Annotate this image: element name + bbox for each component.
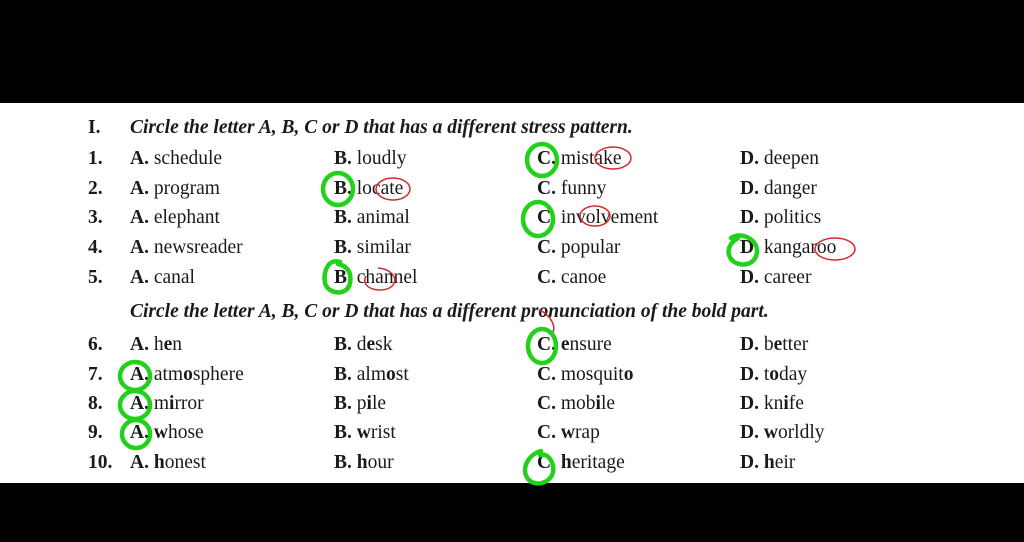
option-d[interactable]: [740, 334, 808, 356]
option-letter: A.: [130, 364, 149, 385]
word-pre: kn: [763, 393, 784, 414]
word-bold-part: w: [763, 422, 778, 443]
option-word: career: [763, 267, 812, 288]
option-d[interactable]: [740, 364, 807, 386]
section-header: [88, 116, 633, 140]
option-letter: A.: [130, 148, 149, 169]
option-c[interactable]: [537, 267, 606, 289]
option-b[interactable]: [334, 207, 410, 229]
option-word: funny: [560, 178, 607, 199]
question-row: [88, 148, 988, 172]
option-letter: D.: [740, 364, 759, 385]
option-word: deepen: [763, 148, 820, 169]
question-number: 8.: [88, 393, 103, 414]
option-a[interactable]: [130, 422, 204, 444]
option-word: canoe: [560, 267, 607, 288]
question-number: 7.: [88, 364, 103, 385]
option-letter: B.: [334, 422, 352, 443]
word-bold-part: i: [169, 393, 175, 414]
word-post: orldly: [777, 422, 825, 443]
option-letter: A.: [130, 393, 149, 414]
question-number: 4.: [88, 237, 103, 258]
question-row: [88, 452, 988, 476]
word-pre: mosquit: [560, 364, 624, 385]
option-letter: C.: [537, 393, 556, 414]
option-word: popular: [560, 237, 621, 258]
option-b[interactable]: [334, 422, 396, 444]
word-post: st: [395, 364, 409, 385]
option-letter: A.: [130, 452, 149, 473]
option-word: schedule: [153, 148, 223, 169]
word-bold-part: o: [386, 364, 396, 385]
option-letter: C.: [537, 334, 556, 355]
option-b[interactable]: [334, 334, 393, 356]
option-a[interactable]: [130, 452, 206, 474]
word-bold-part: o: [623, 364, 634, 385]
word-bold-part: w: [356, 422, 371, 443]
option-d[interactable]: [740, 452, 795, 474]
option-c[interactable]: [537, 393, 615, 415]
option-c[interactable]: [537, 237, 620, 259]
option-a[interactable]: [130, 237, 243, 259]
word-pre: b: [763, 334, 774, 355]
word-post: eritage: [571, 452, 625, 473]
word-post: n: [172, 334, 182, 355]
option-c[interactable]: [537, 452, 625, 474]
question-number: 9.: [88, 422, 103, 443]
question-row: [88, 237, 988, 261]
word-pre: atm: [153, 364, 184, 385]
word-bold-part: e: [366, 334, 376, 355]
option-b[interactable]: [334, 267, 417, 289]
word-post: our: [367, 452, 394, 473]
word-post: sk: [375, 334, 393, 355]
option-word: similar: [356, 237, 411, 258]
word-post: le: [371, 393, 387, 414]
word-bold-part: i: [783, 393, 789, 414]
word-bold-part: o: [183, 364, 193, 385]
option-letter: D.: [740, 148, 759, 169]
option-word: danger: [763, 178, 817, 199]
option-b[interactable]: [334, 237, 411, 259]
word-post: rror: [174, 393, 204, 414]
option-c[interactable]: [537, 148, 622, 170]
option-c[interactable]: [537, 178, 606, 200]
option-d[interactable]: [740, 422, 825, 444]
option-word: loudly: [356, 148, 407, 169]
option-d[interactable]: [740, 148, 819, 170]
option-letter: B.: [334, 207, 352, 228]
word-post: le: [600, 393, 616, 414]
option-word: politics: [763, 207, 822, 228]
option-letter: A.: [130, 334, 149, 355]
word-post: fe: [788, 393, 804, 414]
option-b[interactable]: [334, 178, 403, 200]
option-word: channel: [356, 267, 418, 288]
word-post: onest: [164, 452, 206, 473]
option-a[interactable]: [130, 334, 182, 356]
option-letter: B.: [334, 148, 352, 169]
option-letter: C.: [537, 452, 556, 473]
option-a[interactable]: [130, 178, 220, 200]
question-row: [88, 422, 988, 446]
option-letter: C.: [537, 237, 556, 258]
word-bold-part: w: [560, 422, 575, 443]
option-d[interactable]: [740, 207, 821, 229]
word-pre: d: [356, 334, 367, 355]
option-letter: B.: [334, 334, 352, 355]
option-c[interactable]: [537, 364, 633, 386]
word-pre: p: [356, 393, 367, 414]
option-letter: C.: [537, 422, 556, 443]
question-row: [88, 364, 988, 388]
option-letter: A.: [130, 178, 149, 199]
question-row: [88, 267, 988, 291]
option-letter: B.: [334, 452, 352, 473]
option-c[interactable]: [537, 334, 612, 356]
option-letter: A.: [130, 422, 149, 443]
word-bold-part: w: [153, 422, 168, 443]
option-letter: B.: [334, 237, 352, 258]
question-number: 2.: [88, 178, 103, 199]
option-letter: C.: [537, 267, 556, 288]
word-post: day: [779, 364, 808, 385]
option-letter: A.: [130, 267, 149, 288]
question-row: [88, 334, 988, 358]
option-letter: B.: [334, 364, 352, 385]
option-letter: A.: [130, 237, 149, 258]
option-b[interactable]: [334, 364, 409, 386]
option-letter: D.: [740, 334, 759, 355]
word-post: rap: [574, 422, 600, 443]
option-c[interactable]: [537, 207, 658, 229]
word-post: hose: [167, 422, 204, 443]
option-letter: D.: [740, 178, 759, 199]
question-row: [88, 178, 988, 202]
option-letter: A.: [130, 207, 149, 228]
option-a[interactable]: [130, 267, 195, 289]
instruction-stress: Circle the letter A, B, C or D that has a different stress pattern.: [130, 117, 633, 138]
option-word: animal: [356, 207, 410, 228]
option-c[interactable]: [537, 422, 600, 444]
option-letter: B.: [334, 178, 352, 199]
option-b[interactable]: [334, 393, 386, 415]
option-letter: C.: [537, 148, 556, 169]
option-b[interactable]: [334, 148, 407, 170]
worksheet: [0, 103, 1024, 483]
question-number: 5.: [88, 267, 103, 288]
option-a[interactable]: [130, 393, 204, 415]
option-letter: B.: [334, 267, 352, 288]
word-pre: alm: [356, 364, 387, 385]
word-bold-part: h: [560, 452, 572, 473]
option-word: mistake: [560, 148, 622, 169]
option-d[interactable]: [740, 267, 811, 289]
question-row: [88, 393, 988, 417]
word-post: rist: [370, 422, 396, 443]
option-letter: C.: [537, 178, 556, 199]
top-black-bar: [0, 0, 1024, 103]
word-post: sphere: [192, 364, 244, 385]
instruction-pronunciation: Circle the letter A, B, C or D that has a different pronunciation of the bold part.: [130, 301, 769, 322]
option-word: canal: [153, 267, 195, 288]
question-row: [88, 207, 988, 231]
option-d[interactable]: [740, 393, 804, 415]
question-number: 3.: [88, 207, 103, 228]
option-a[interactable]: [130, 207, 220, 229]
word-bold-part: e: [163, 334, 173, 355]
option-letter: D.: [740, 237, 759, 258]
word-post: nsure: [569, 334, 612, 355]
word-pre: mob: [560, 393, 596, 414]
option-word: locate: [356, 178, 404, 199]
word-bold-part: e: [773, 334, 783, 355]
option-letter: D.: [740, 422, 759, 443]
option-letter: B.: [334, 393, 352, 414]
word-pre: h: [153, 334, 164, 355]
option-word: program: [153, 178, 220, 199]
word-bold-part: h: [763, 452, 775, 473]
question-number: 1.: [88, 148, 103, 169]
option-letter: C.: [537, 207, 556, 228]
option-letter: C.: [537, 364, 556, 385]
option-a[interactable]: [130, 364, 244, 386]
option-word: kangaroo: [763, 237, 837, 258]
option-word: elephant: [153, 207, 220, 228]
option-d[interactable]: [740, 237, 836, 259]
word-post: eir: [774, 452, 796, 473]
option-word: involvement: [560, 207, 659, 228]
word-bold-part: i: [595, 393, 601, 414]
word-bold-part: h: [356, 452, 368, 473]
bottom-black-bar: [0, 483, 1024, 542]
section-number: I.: [88, 117, 101, 138]
question-number: 10.: [88, 452, 113, 473]
word-pre: t: [763, 364, 770, 385]
option-word: newsreader: [153, 237, 243, 258]
word-post: tter: [782, 334, 809, 355]
option-letter: D.: [740, 393, 759, 414]
option-letter: D.: [740, 267, 759, 288]
option-letter: D.: [740, 207, 759, 228]
word-bold-part: h: [153, 452, 165, 473]
option-d[interactable]: [740, 178, 817, 200]
option-b[interactable]: [334, 452, 394, 474]
question-number: 6.: [88, 334, 103, 355]
word-pre: m: [153, 393, 170, 414]
word-bold-part: e: [560, 334, 570, 355]
option-a[interactable]: [130, 148, 222, 170]
option-letter: D.: [740, 452, 759, 473]
word-bold-part: o: [769, 364, 780, 385]
word-bold-part: i: [366, 393, 372, 414]
